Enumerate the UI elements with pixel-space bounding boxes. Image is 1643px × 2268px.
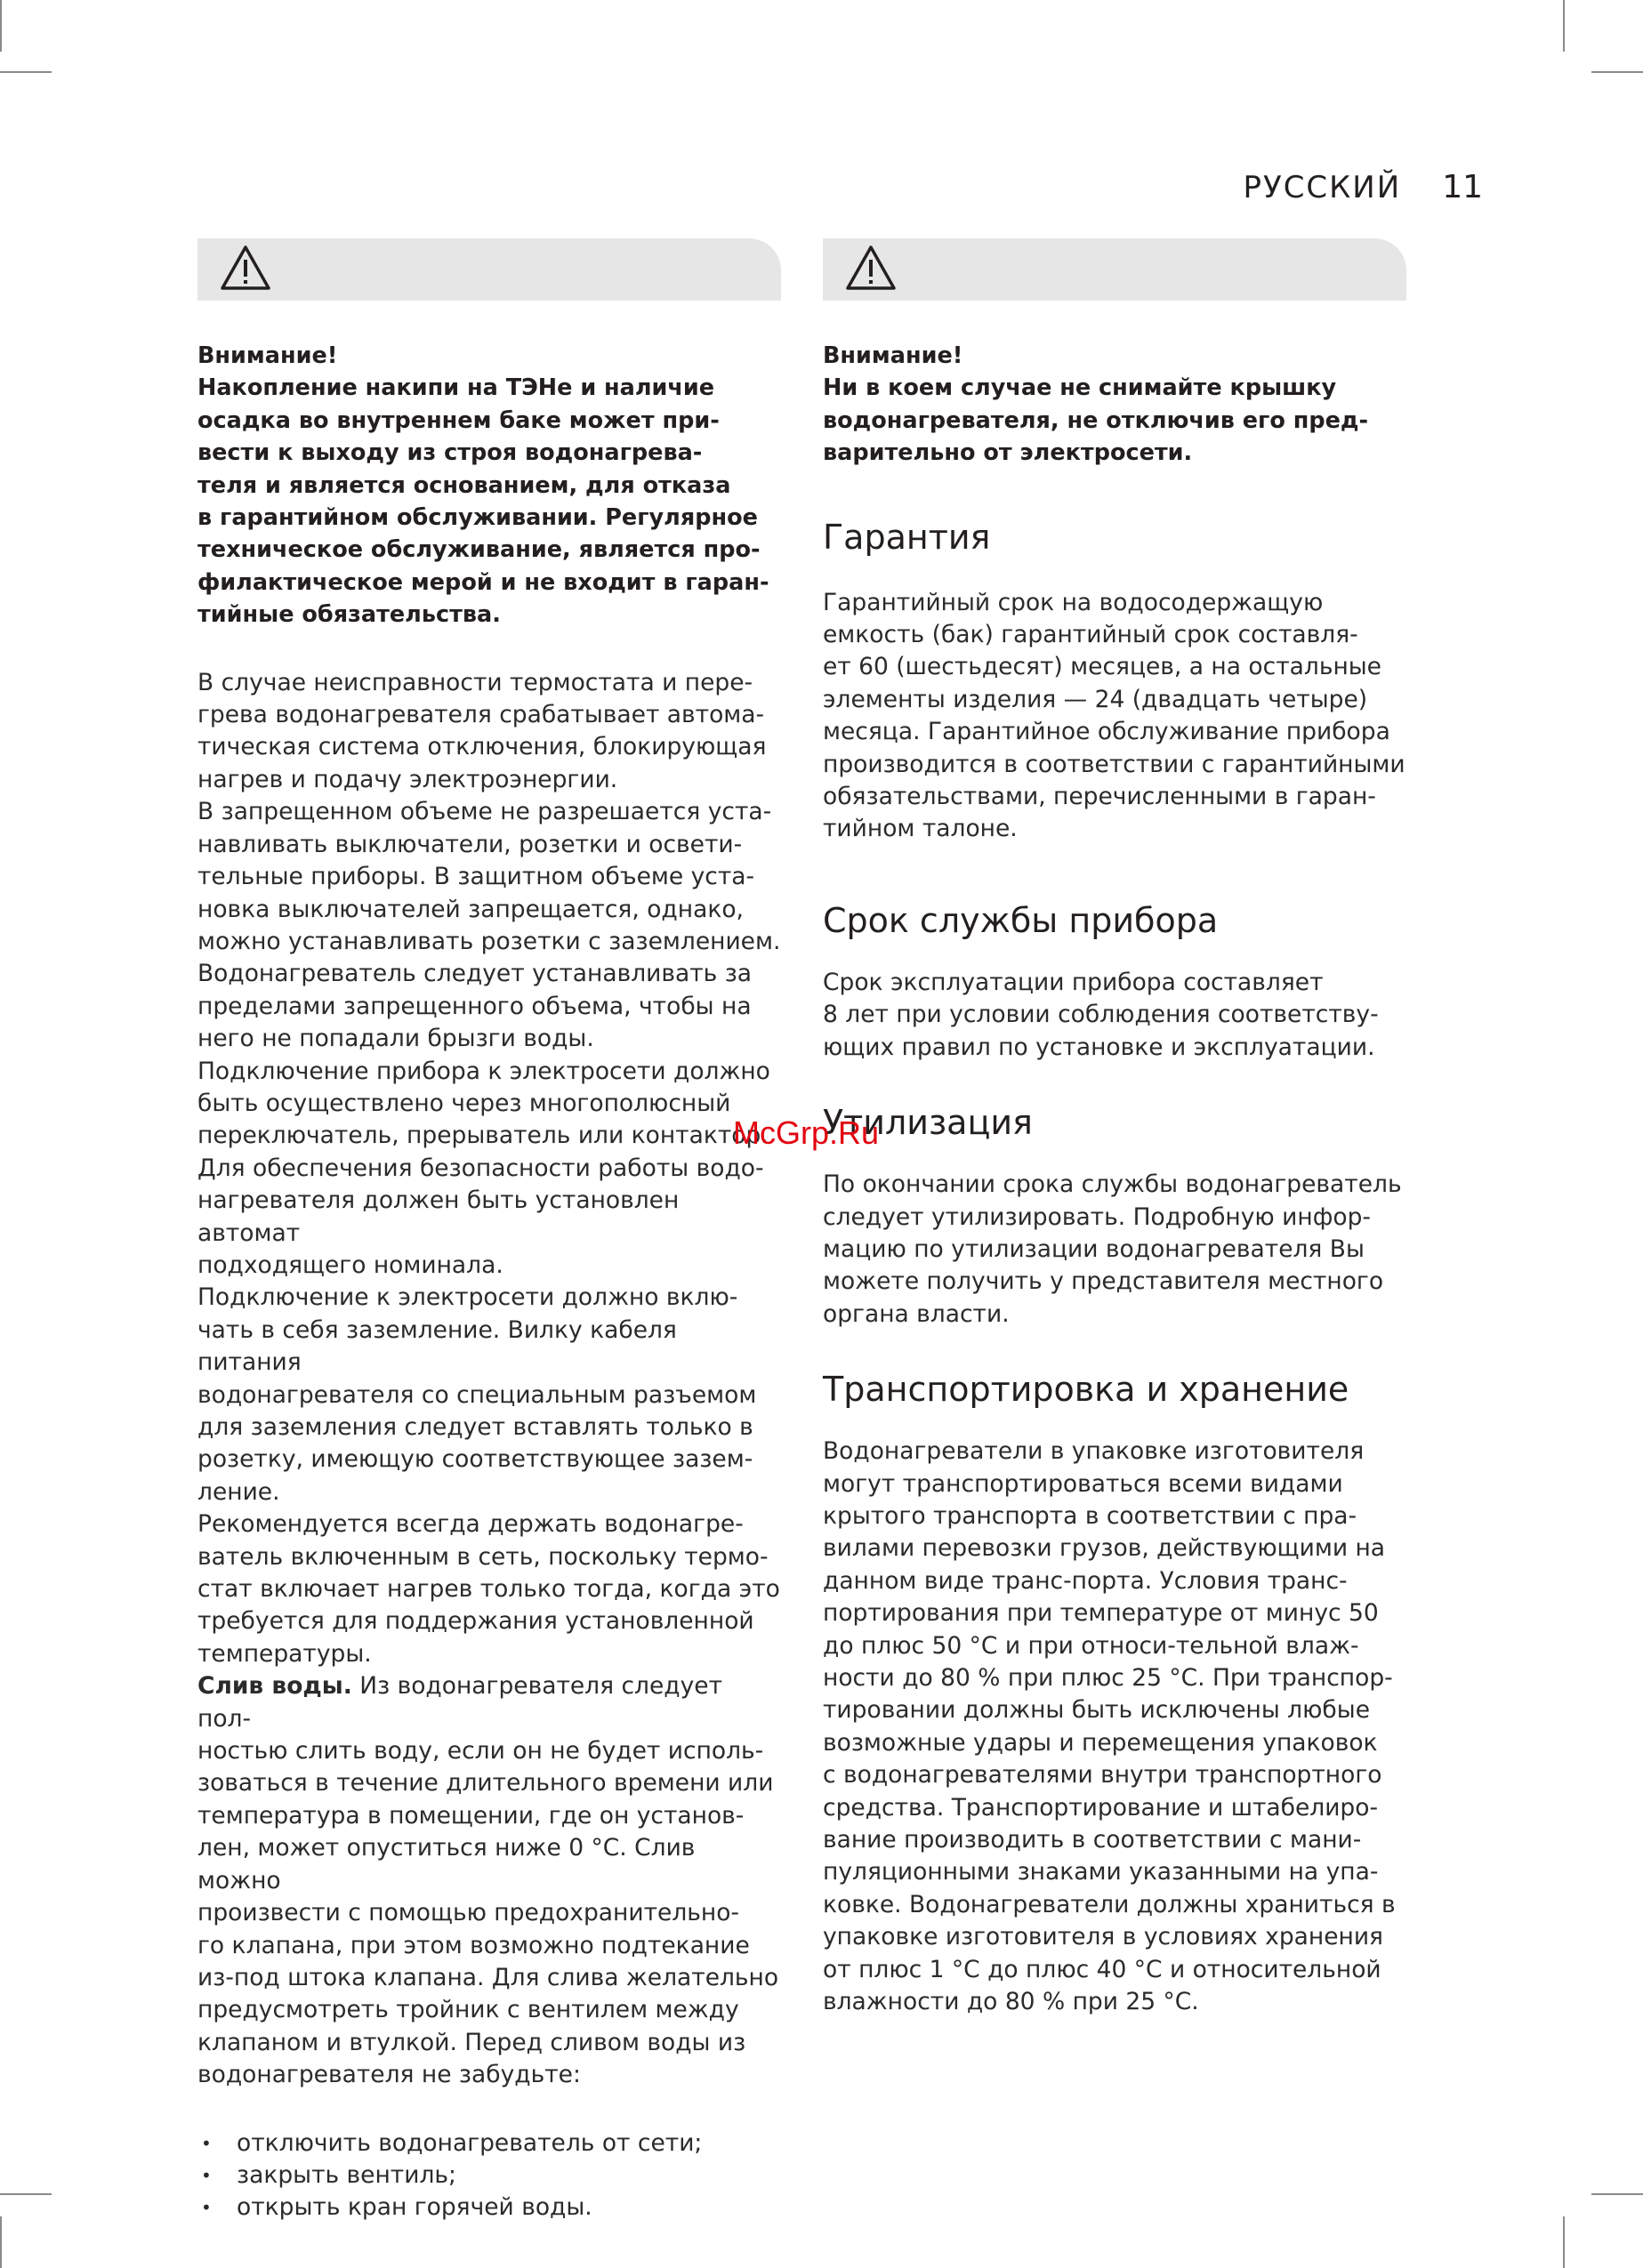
- crop-mark: [1591, 2193, 1643, 2195]
- warning-banner: [197, 238, 781, 301]
- section-heading: Срок службы прибора: [823, 900, 1219, 940]
- text-line: него не попадали брызги воды.: [197, 1025, 594, 1053]
- text-line: вание производить в соответствии с мани-: [823, 1826, 1362, 1854]
- text-line: требуется для поддержания установленной: [197, 1607, 754, 1636]
- text-line: Водонагреватель следует устанавливать за: [197, 960, 753, 988]
- section-heading: Транспортировка и хранение: [823, 1370, 1349, 1410]
- text-line: Водонагреватели в упаковке изготовителя: [823, 1437, 1365, 1466]
- text-line: крытого транспорта в соответствии с пра-: [823, 1501, 1357, 1530]
- text-line: мацию по утилизации водонагревателя Вы: [823, 1235, 1365, 1263]
- language-label: РУССКИЙ: [1243, 170, 1402, 205]
- text-line: тельные приборы. В защитном объеме уста-: [197, 863, 755, 891]
- text-line: обязательствами, перечисленными в гаран-: [823, 783, 1376, 811]
- crop-mark: [0, 71, 52, 73]
- text-line: новка выключателей запрещается, однако,: [197, 895, 744, 923]
- text-line: В случае неисправности термостата и пере-: [197, 668, 753, 696]
- section-heading: Утилизация: [823, 1103, 1033, 1143]
- warning-text: [823, 340, 1406, 470]
- text-line: быть осуществлено через многополюсный: [197, 1089, 731, 1117]
- text-line: подходящего номинала.: [197, 1251, 503, 1279]
- text-line: тическая система отключения, блокирующая: [197, 733, 767, 761]
- drain-steps-list: [197, 2127, 781, 2224]
- text-line: чать в себя заземление. Вилку кабеля питания: [197, 1315, 677, 1377]
- drain-label: Слив воды.: [197, 1672, 352, 1701]
- text-line: Срок эксплуатации прибора составляет: [823, 968, 1324, 996]
- text-line: в гарантийном обслуживании. Регулярное: [197, 504, 758, 532]
- text-line: го клапана, при этом возможно подтекание: [197, 1931, 750, 1959]
- crop-mark: [0, 0, 2, 52]
- warning-triangle-icon: [219, 244, 272, 295]
- text-line: осадка во внутреннем баке может при-: [197, 406, 720, 434]
- text-line: до плюс 50 °C и при относи-тельной влаж-: [823, 1631, 1359, 1660]
- watermark-link[interactable]: McGrp.Ru: [733, 1114, 880, 1151]
- section-disposal: [823, 1103, 1406, 1331]
- text-line: температуры.: [197, 1639, 372, 1668]
- text-line: техническое обслуживание, является про-: [197, 536, 761, 564]
- text-line: емкость (бак) гарантийный срок составля-: [823, 621, 1358, 649]
- text-line: водонагревателя не забудьте:: [197, 2061, 581, 2089]
- text-line: клапаном и втулкой. Перед сливом воды из: [197, 2028, 746, 2056]
- text-line: Подключение прибора к электросети должно: [197, 1057, 770, 1085]
- text-line: ковке. Водонагреватели должны храниться в: [823, 1890, 1396, 1918]
- text-line: нагрев и подачу электроэнергии.: [197, 765, 618, 793]
- section-service-life: [823, 901, 1406, 1064]
- text-line: навливать выключатели, розетки и освети-: [197, 830, 743, 858]
- text-line: для заземления следует вставлять только в: [197, 1413, 753, 1441]
- text-line: возможные удары и перемещения упаковок: [823, 1728, 1378, 1757]
- text-line: Гарантийный срок на водосодержащую: [823, 588, 1324, 616]
- text-line: Ни в коем случае не снимайте крышку: [823, 374, 1337, 402]
- text-line: производится в соответствии с гарантийными: [823, 750, 1405, 778]
- warning-text: [197, 340, 781, 631]
- safety-text: [197, 667, 781, 2224]
- text-line: вилами перевозки грузов, действующими на: [823, 1534, 1386, 1563]
- text-line: варительно от электросети.: [823, 439, 1193, 467]
- text-line: 8 лет при условии соблюдения соответству-: [823, 1001, 1379, 1029]
- right-column: [823, 238, 1406, 2018]
- page-number: 11: [1442, 169, 1483, 205]
- text-line: пределами запрещенного объема, чтобы на: [197, 992, 752, 1020]
- text-line: упаковке изготовителя в условиях хранения: [823, 1923, 1383, 1951]
- text-line: ющих правил по установке и эксплуатации.: [823, 1033, 1375, 1061]
- text-line: с водонагревателями внутри транспортного: [823, 1761, 1382, 1789]
- left-column: [197, 238, 781, 2224]
- text-line: произвести с помощью предохранительно-: [197, 1899, 739, 1927]
- text-line: средства. Транспортирование и штабелиро-: [823, 1793, 1379, 1822]
- warning-banner: [823, 238, 1406, 301]
- text-line: филактическое мерой и не входит в гаран-: [197, 568, 769, 596]
- crop-mark: [1591, 71, 1643, 73]
- warning-title: Внимание!: [197, 342, 338, 369]
- crop-mark: [1563, 2216, 1565, 2268]
- list-item: • закрыть вентиль;: [197, 2159, 781, 2192]
- text-line: Подключение к электросети должно вклю-: [197, 1283, 738, 1312]
- text-line: [197, 1670, 781, 1735]
- text-line: можно устанавливать розетки с заземлением.: [197, 927, 781, 955]
- text-line: можете получить у представителя местного: [823, 1267, 1384, 1296]
- text-line: По окончании срока службы водонагреватель: [823, 1170, 1402, 1199]
- crop-mark: [1563, 0, 1565, 52]
- text-line: портирования при температуре от минус 50: [823, 1599, 1379, 1628]
- drain-first-line: Из водонагревателя следует пол-: [197, 1672, 723, 1733]
- text-line: ватель включенным в сеть, поскольку термо-: [197, 1542, 769, 1571]
- text-line: тийные обязательства.: [197, 601, 501, 629]
- text-line: данном виде транс-порта. Условия транс-: [823, 1566, 1348, 1595]
- text-line: ление.: [197, 1477, 280, 1506]
- text-line: ностью слить воду, если он не будет исполь-: [197, 1737, 764, 1765]
- page-header: [1243, 169, 1483, 205]
- text-line: В запрещенном объеме не разрешается уста-: [197, 798, 772, 826]
- text-line: лен, может опуститься ниже 0 °C. Слив можно: [197, 1834, 696, 1894]
- text-line: стат включает нагрев только тогда, когда это: [197, 1575, 780, 1604]
- text-line: водонагревателя, не отключив его пред-: [823, 406, 1369, 434]
- text-line: из-под штока клапана. Для слива желательно: [197, 1963, 779, 1991]
- text-line: ет 60 (шестьдесят) месяцев, а на остальные: [823, 653, 1381, 681]
- text-line: Рекомендуется всегда держать водонагре-: [197, 1510, 744, 1539]
- text-line: могут транспортироваться всеми видами: [823, 1469, 1343, 1498]
- crop-mark: [0, 2216, 2, 2268]
- text-line: тировании должны быть исключены любые: [823, 1696, 1370, 1725]
- text-line: Накопление накипи на ТЭНе и наличие: [197, 374, 715, 402]
- text-line: грева водонагревателя срабатывает автома-: [197, 701, 765, 729]
- list-item: • отключить водонагреватель от сети;: [197, 2127, 781, 2159]
- warning-title: Внимание!: [823, 342, 963, 369]
- text-line: теля и является основанием, для отказа: [197, 471, 731, 499]
- text-line: влажности до 80 % при 25 °C.: [823, 1988, 1199, 2016]
- text-line: ности до 80 % при плюс 25 °C. При транспор-: [823, 1663, 1393, 1692]
- text-line: розетку, имеющую соответствующее зазем-: [197, 1445, 753, 1474]
- text-line: элементы изделия — 24 (двадцать четыре): [823, 685, 1368, 713]
- text-line: пуляционными знаками указанными на упа-: [823, 1858, 1379, 1886]
- section-transport-storage: [823, 1370, 1406, 2018]
- section-warranty: [823, 518, 1406, 846]
- text-line: переключатель, прерыватель или контактор.: [197, 1122, 769, 1150]
- text-line: температура в помещении, где он установ-: [197, 1801, 745, 1830]
- text-line: тийном талоне.: [823, 815, 1018, 843]
- text-line: следует утилизировать. Подробную инфор-: [823, 1202, 1371, 1231]
- crop-mark: [0, 2193, 52, 2195]
- text-line: от плюс 1 °C до плюс 40 °C и относительной: [823, 1955, 1381, 1983]
- text-line: месяца. Гарантийное обслуживание прибора: [823, 718, 1390, 746]
- text-line: водонагревателя со специальным разъемом: [197, 1380, 757, 1409]
- text-line: вести к выходу из строя водонагрева-: [197, 439, 703, 467]
- text-line: зоваться в течение длительного времени или: [197, 1769, 774, 1798]
- text-line: органа власти.: [823, 1299, 1010, 1328]
- text-line: Для обеспечения безопасности работы водо-: [197, 1154, 764, 1182]
- list-item: • открыть кран горячей воды.: [197, 2192, 781, 2224]
- text-line: предусмотреть тройник с вентилем между: [197, 1996, 739, 2024]
- section-heading: Гарантия: [823, 517, 991, 557]
- warning-triangle-icon: [844, 244, 898, 295]
- text-line: нагревателя должен быть установлен автомат: [197, 1186, 680, 1247]
